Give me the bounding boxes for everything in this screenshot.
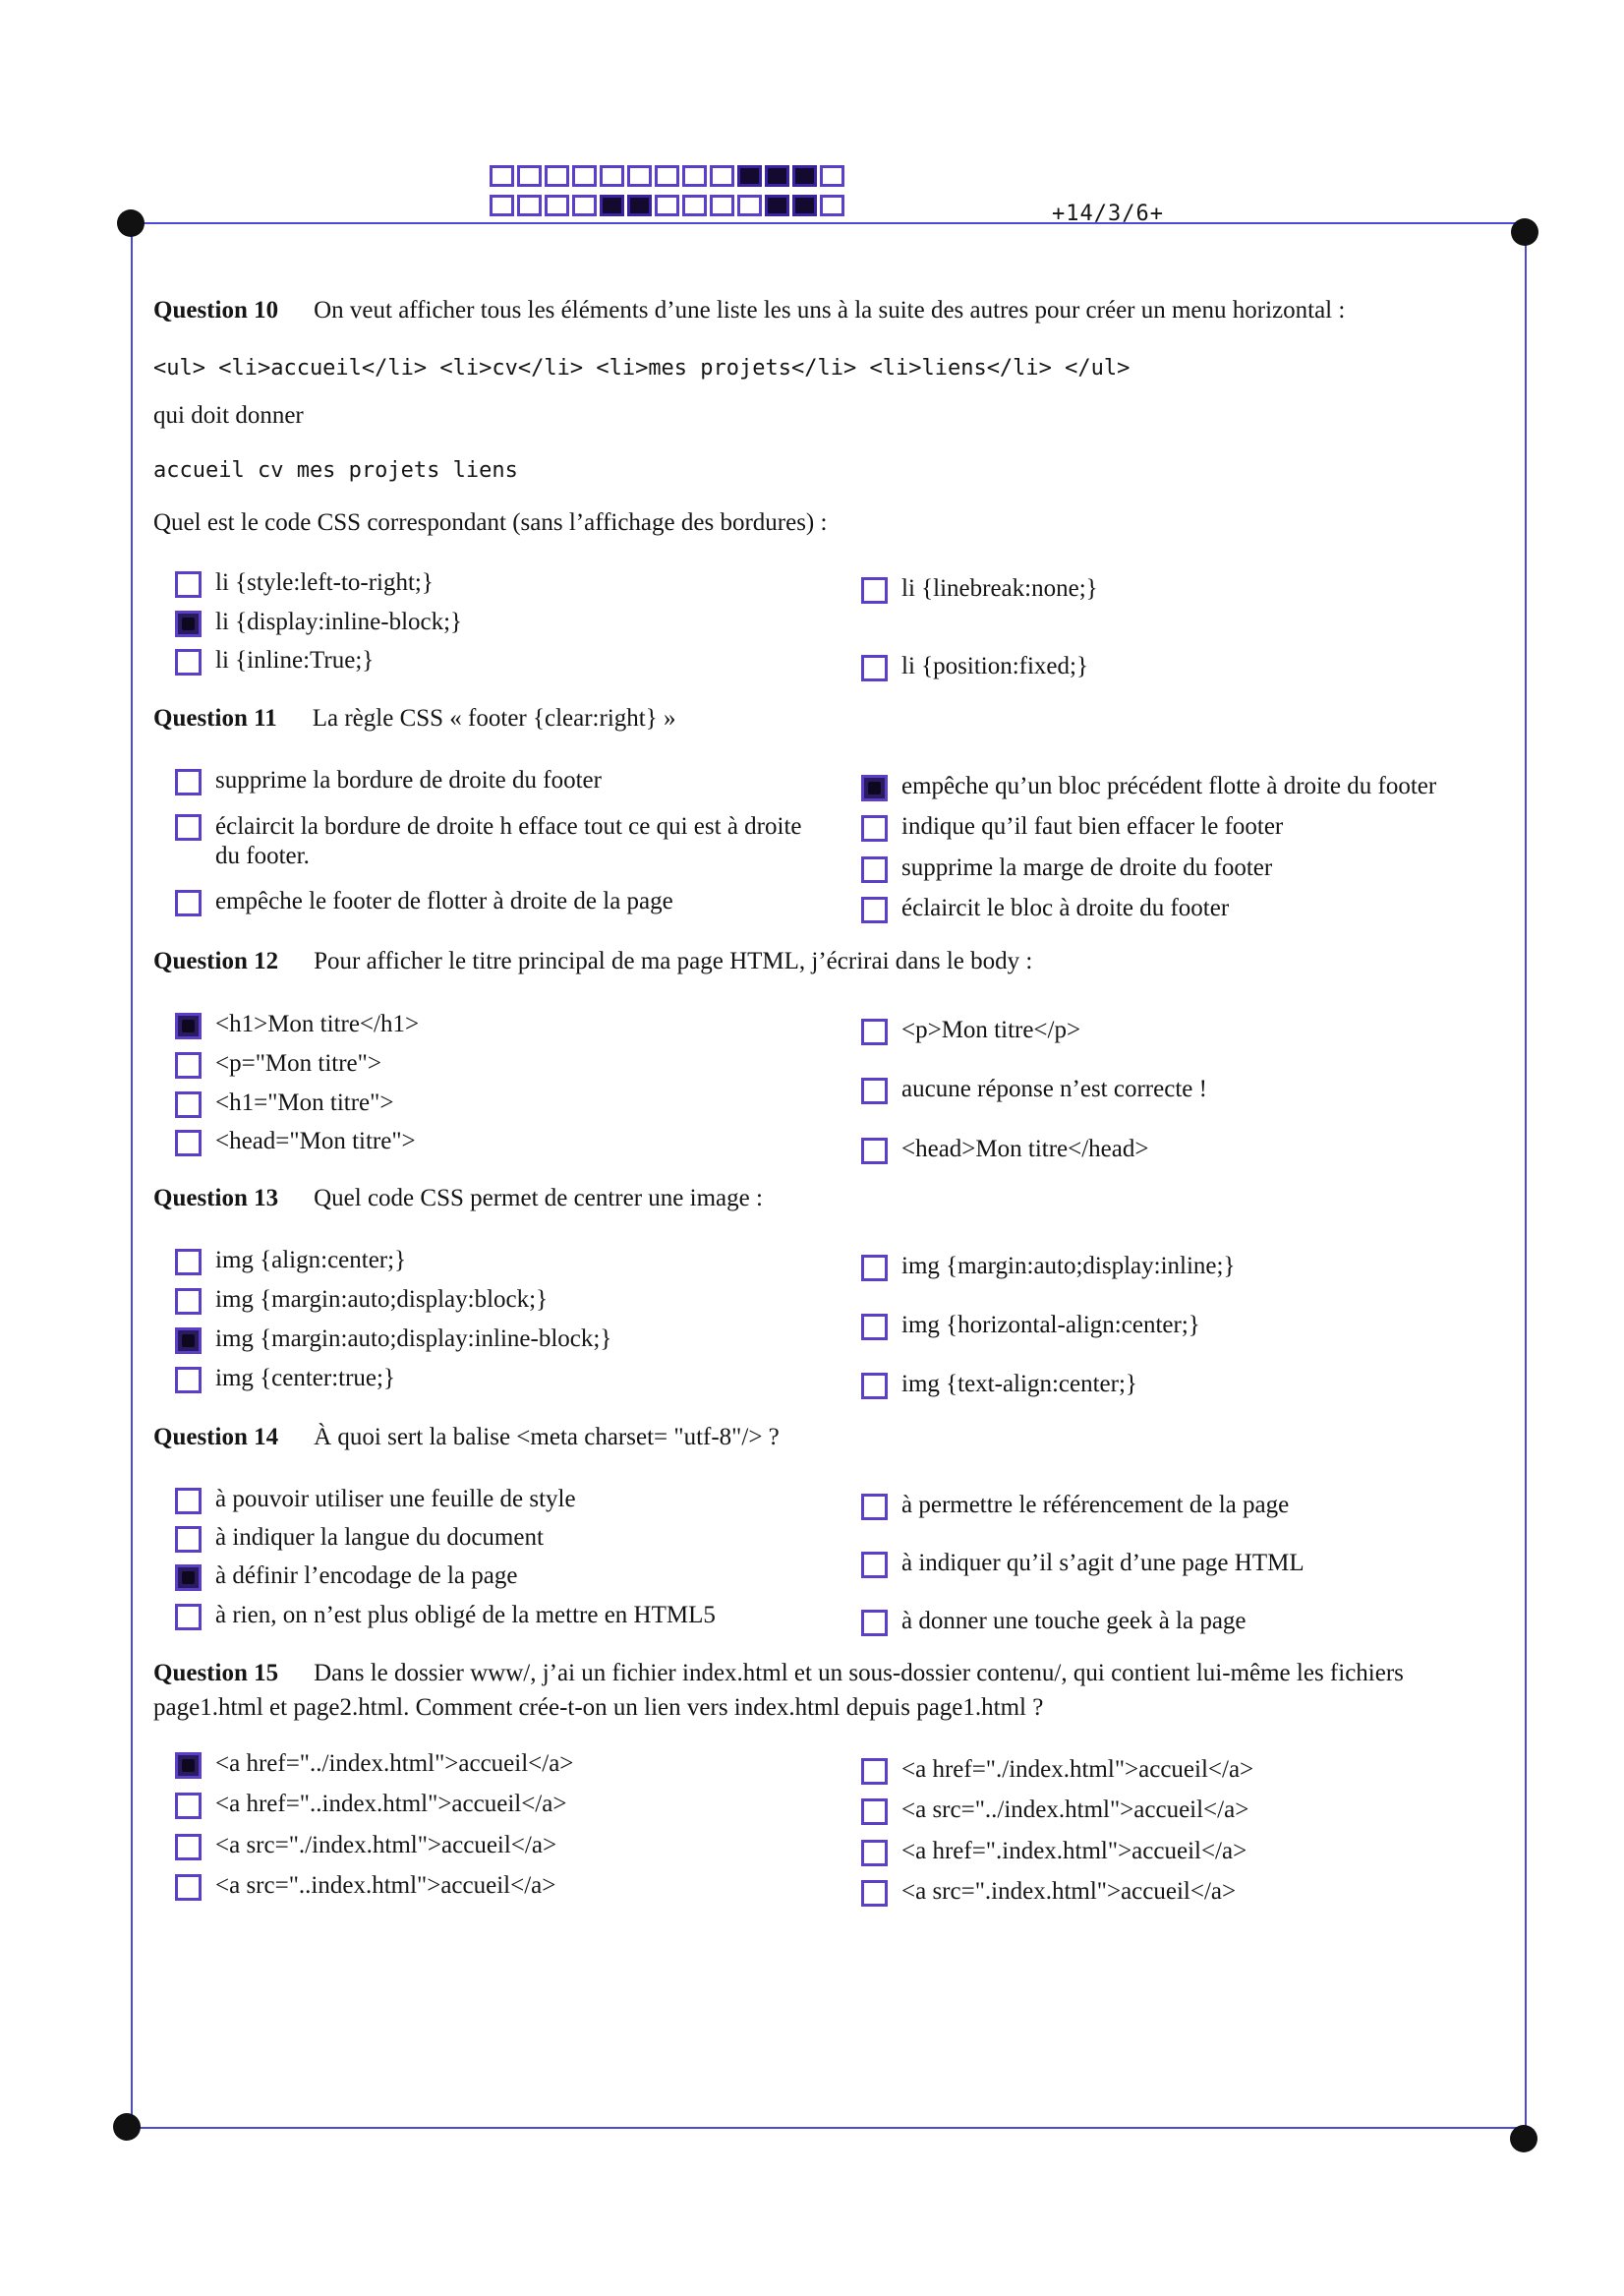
answer-option[interactable] (861, 1253, 1235, 1281)
checkbox-checked[interactable] (175, 611, 202, 637)
question-text: À quoi sert la balise <meta charset= "utf-8"/> ? (314, 1424, 780, 1450)
checkbox[interactable] (861, 1610, 888, 1636)
checkbox[interactable] (175, 1526, 202, 1553)
checkbox[interactable] (861, 897, 888, 923)
answer-option[interactable] (175, 1750, 573, 1779)
option-label: <head>Mon titre</head> (901, 1136, 1149, 1162)
barcode-row-1 (490, 165, 847, 191)
checkbox-checked[interactable] (175, 1013, 202, 1039)
checkbox[interactable] (175, 1091, 202, 1118)
barcode-cell-filled (627, 195, 652, 216)
option-label: à indiquer la langue du document (215, 1524, 544, 1551)
answer-option[interactable] (861, 895, 1229, 923)
answer-option[interactable] (175, 1365, 395, 1393)
answer-option[interactable] (175, 812, 815, 871)
barcode-cell-filled (765, 165, 789, 187)
answer-option[interactable] (861, 813, 1283, 842)
option-label: empêche qu’un bloc précédent flotte à droite du footer (901, 773, 1437, 799)
question-10-code-list: <ul> <li>accueil</li> <li>cv</li> <li>mes projets</li> <li>liens</li> </ul> (153, 356, 1131, 381)
question-label: Question 10 (153, 297, 279, 324)
option-label: <a src=".index.html">accueil</a> (901, 1878, 1237, 1905)
checkbox[interactable] (861, 1138, 888, 1164)
option-label: éclaircit la bordure de droite h efface tout ce qui est à droite du footer. (215, 813, 802, 869)
answer-option[interactable] (861, 1838, 1247, 1866)
option-label: img {horizontal-align:center;} (901, 1312, 1200, 1338)
barcode-cell-filled (737, 165, 762, 187)
checkbox[interactable] (861, 1840, 888, 1866)
corner-mark-top-right (1511, 218, 1538, 246)
checkbox[interactable] (175, 769, 202, 795)
barcode-cell-empty (490, 165, 514, 187)
frame-left-line (131, 222, 133, 2128)
checkbox[interactable] (861, 655, 888, 681)
option-label: <h1>Mon titre</h1> (215, 1011, 420, 1037)
answer-option[interactable] (861, 1550, 1305, 1578)
question-11-heading (153, 705, 675, 733)
checkbox[interactable] (175, 1874, 202, 1901)
answer-option[interactable] (175, 609, 462, 637)
barcode-cell-empty (655, 195, 679, 216)
question-label: Question 11 (153, 705, 277, 732)
checkbox[interactable] (861, 1019, 888, 1045)
corner-mark-bottom-left (113, 2113, 141, 2141)
checkbox[interactable] (861, 1314, 888, 1340)
barcode-cell-empty (655, 165, 679, 187)
barcode-row-2 (490, 195, 847, 220)
checkbox[interactable] (861, 1880, 888, 1907)
answer-option[interactable] (175, 1089, 393, 1118)
barcode-cell-empty (682, 195, 707, 216)
question-10-code-result: accueil cv mes projets liens (153, 458, 518, 483)
barcode-cell-empty (600, 165, 624, 187)
option-label: img {center:true;} (215, 1365, 395, 1391)
checkbox[interactable] (861, 1255, 888, 1281)
barcode-cell-empty (710, 195, 734, 216)
barcode-cell-empty (682, 165, 707, 187)
checkbox[interactable] (861, 1373, 888, 1399)
checkbox[interactable] (175, 1130, 202, 1156)
answer-option[interactable] (861, 653, 1088, 681)
question-text: Quel code CSS permet de centrer une image : (314, 1185, 763, 1211)
barcode-cell-filled (765, 195, 789, 216)
answer-option[interactable] (861, 854, 1272, 883)
barcode-cell-empty (517, 195, 542, 216)
option-label: <p>Mon titre</p> (901, 1017, 1081, 1043)
question-text: Dans le dossier www/, j’ai un fichier index.html et un sous-dossier contenu/, qui contient lui-même les fichiers (314, 1660, 1404, 1686)
question-15-text-line-2: page1.html et page2.html. Comment crée-t-on un lien vers index.html depuis page1.html ? (153, 1694, 1044, 1721)
checkbox[interactable] (861, 1078, 888, 1104)
option-label: <a href="./index.html">accueil</a> (901, 1756, 1254, 1783)
option-label: li {style:left-to-right;} (215, 569, 434, 596)
checkbox[interactable] (175, 571, 202, 598)
option-label: aucune réponse n’est correcte ! (901, 1076, 1207, 1102)
option-label: à indiquer qu’il s’agit d’une page HTML (901, 1550, 1305, 1576)
option-label: à donner une touche geek à la page (901, 1608, 1247, 1634)
option-label: à définir l’encodage de la page (215, 1562, 518, 1589)
option-label: <a src="./index.html">accueil</a> (215, 1832, 557, 1858)
answer-option[interactable] (175, 1872, 555, 1901)
option-label: supprime la bordure de droite du footer (215, 767, 602, 794)
checkbox[interactable] (175, 1288, 202, 1315)
option-label: <a href="../index.html">accueil</a> (215, 1750, 574, 1777)
option-label: img {text-align:center;} (901, 1371, 1137, 1397)
question-12-heading (153, 948, 1032, 975)
answer-option[interactable] (175, 1247, 406, 1275)
checkbox[interactable] (175, 649, 202, 676)
checkbox[interactable] (861, 1798, 888, 1825)
barcode-cell-filled (600, 195, 624, 216)
barcode-cell-empty (710, 165, 734, 187)
option-label: <a href=".index.html">accueil</a> (901, 1838, 1247, 1864)
option-label: img {margin:auto;display:block;} (215, 1286, 549, 1313)
barcode-cell-empty (737, 195, 762, 216)
answer-option[interactable] (175, 1832, 556, 1860)
answer-option[interactable] (861, 1017, 1080, 1045)
question-13-heading (153, 1185, 763, 1212)
checkbox[interactable] (175, 814, 202, 841)
option-label: li {display:inline-block;} (215, 609, 463, 635)
answer-option[interactable] (861, 1312, 1200, 1340)
option-label: li {inline:True;} (215, 647, 375, 674)
checkbox[interactable] (861, 856, 888, 883)
question-10-prompt: Quel est le code CSS correspondant (sans l’affichage des bordures) : (153, 509, 828, 536)
barcode-cell-empty (490, 195, 514, 216)
answer-option[interactable] (175, 1562, 517, 1591)
answer-option[interactable] (861, 773, 1436, 801)
answer-option[interactable] (861, 1492, 1289, 1520)
checkbox[interactable] (175, 1604, 202, 1630)
option-label: <head="Mon titre"> (215, 1128, 416, 1154)
option-label: <a src="../index.html">accueil</a> (901, 1796, 1249, 1823)
option-label: supprime la marge de droite du footer (901, 854, 1273, 881)
barcode-cell-empty (627, 165, 652, 187)
option-label: à permettre le référencement de la page (901, 1492, 1290, 1518)
checkbox[interactable] (861, 1552, 888, 1578)
answer-option[interactable] (861, 1136, 1148, 1164)
question-text: On veut afficher tous les éléments d’une liste les uns à la suite des autres pour créer un menu horizontal : (314, 297, 1346, 324)
answer-option[interactable] (861, 1371, 1137, 1399)
question-label: Question 13 (153, 1185, 279, 1211)
barcode-cell-filled (792, 195, 817, 216)
answer-option[interactable] (175, 1524, 544, 1553)
answer-option[interactable] (175, 1791, 566, 1819)
frame-bottom-line (131, 2127, 1527, 2129)
answer-option[interactable] (175, 888, 673, 916)
checkbox[interactable] (175, 1488, 202, 1514)
answer-option[interactable] (861, 1878, 1236, 1907)
checkbox[interactable] (175, 890, 202, 916)
answer-option[interactable] (175, 1602, 716, 1630)
barcode-cell-empty (517, 165, 542, 187)
checkbox[interactable] (861, 577, 888, 604)
checkbox-checked[interactable] (175, 1564, 202, 1591)
option-label: <p="Mon titre"> (215, 1050, 381, 1077)
option-label: indique qu’il faut bien effacer le footer (901, 813, 1284, 840)
question-label: Question 12 (153, 948, 279, 974)
checkbox-checked[interactable] (175, 1327, 202, 1354)
option-label: img {align:center;} (215, 1247, 407, 1273)
option-label: <a src="..index.html">accueil</a> (215, 1872, 556, 1899)
barcode-cell-empty (545, 165, 569, 187)
checkbox-checked[interactable] (861, 775, 888, 801)
option-label: li {linebreak:none;} (901, 575, 1098, 602)
question-text: Pour afficher le titre principal de ma page HTML, j’écrirai dans le body : (314, 948, 1033, 974)
answer-option[interactable] (175, 647, 374, 676)
question-label: Question 14 (153, 1424, 279, 1450)
checkbox[interactable] (861, 1758, 888, 1785)
barcode-cell-empty (545, 195, 569, 216)
question-label: Question 15 (153, 1660, 279, 1686)
answer-option[interactable] (861, 1796, 1248, 1825)
answer-option[interactable] (175, 569, 434, 598)
option-label: img {margin:auto;display:inline-block;} (215, 1325, 612, 1352)
frame-top-line (131, 222, 1527, 224)
checkbox-checked[interactable] (175, 1752, 202, 1779)
barcode-cell-empty (820, 195, 844, 216)
question-10-intermediate-text: qui doit donner (153, 402, 304, 429)
checkbox[interactable] (861, 1494, 888, 1520)
answer-option[interactable] (175, 1325, 611, 1354)
checkbox[interactable] (175, 1834, 202, 1860)
checkbox[interactable] (175, 1367, 202, 1393)
option-label: à pouvoir utiliser une feuille de style (215, 1486, 576, 1512)
answer-option[interactable] (861, 1076, 1207, 1104)
question-15-heading (153, 1660, 1404, 1687)
question-text: La règle CSS « footer {clear:right} » (312, 705, 676, 732)
option-label: img {margin:auto;display:inline;} (901, 1253, 1236, 1279)
option-label: <h1="Mon titre"> (215, 1089, 394, 1116)
answer-option[interactable] (175, 767, 602, 795)
answer-option[interactable] (861, 1608, 1247, 1636)
question-10-heading (153, 297, 1345, 324)
barcode-cell-filled (792, 165, 817, 187)
barcode-cell-empty (820, 165, 844, 187)
answer-option[interactable] (861, 575, 1098, 604)
checkbox[interactable] (861, 815, 888, 842)
answer-option[interactable] (175, 1486, 576, 1514)
question-14-heading (153, 1424, 780, 1451)
corner-mark-bottom-right (1510, 2125, 1537, 2152)
answer-option[interactable] (861, 1756, 1253, 1785)
checkbox[interactable] (175, 1249, 202, 1275)
answer-option[interactable] (175, 1011, 419, 1039)
barcode-cell-empty (572, 165, 597, 187)
answer-option[interactable] (175, 1128, 416, 1156)
option-label: à rien, on n’est plus obligé de la mettre en HTML5 (215, 1602, 716, 1628)
checkbox[interactable] (175, 1793, 202, 1819)
barcode-cell-empty (572, 195, 597, 216)
option-label: <a href="..index.html">accueil</a> (215, 1791, 567, 1817)
checkbox[interactable] (175, 1052, 202, 1079)
answer-option[interactable] (175, 1050, 381, 1079)
option-label: li {position:fixed;} (901, 653, 1088, 679)
frame-right-line (1525, 222, 1527, 2128)
corner-mark-top-left (117, 209, 145, 237)
answer-option[interactable] (175, 1286, 548, 1315)
option-label: empêche le footer de flotter à droite de la page (215, 888, 673, 914)
page-id: +14/3/6+ (1052, 202, 1164, 226)
option-label: éclaircit le bloc à droite du footer (901, 895, 1230, 921)
